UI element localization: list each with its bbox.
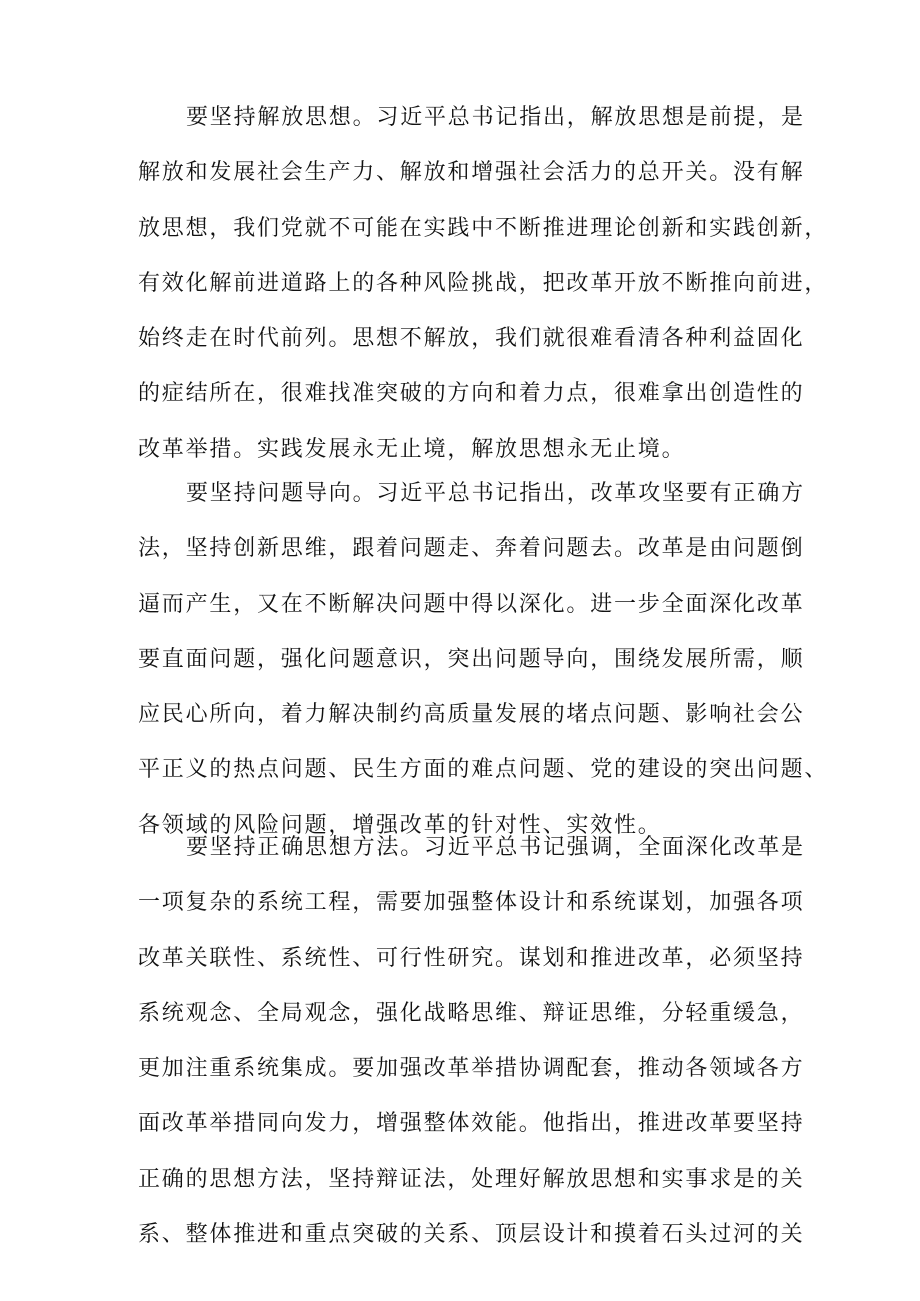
paragraph-line: 的症结所在，很难找准突破的方向和着力点，很难拿出创造性的 [138, 381, 805, 407]
paragraph-line: 系、整体推进和重点突破的关系、顶层设计和摸着石头过河的关 [138, 1222, 805, 1248]
paragraph-line: 要坚持正确思想方法。习近平总书记强调，全面深化改革是 [186, 835, 805, 860]
paragraph-line: 放思想，我们党就不可能在实践中不断推进理论创新和实践创新， [138, 215, 829, 241]
paragraph-line: 面改革举措同向发力，增强整体效能。他指出，推进改革要坚持 [138, 1111, 805, 1137]
paragraph-line: 法，坚持创新思维，跟着问题走、奔着问题去。改革是由问题倒 [138, 536, 805, 562]
paragraph-3 [138, 831, 805, 1273]
paragraph-line: 一项复杂的系统工程，需要加强整体设计和系统谋划，加强各项 [138, 890, 805, 916]
paragraph-line: 各领域的风险问题，增强改革的针对性、实效性。 [138, 812, 662, 838]
paragraph-line: 改革举措。实践发展永无止境，解放思想永无止境。 [138, 436, 686, 462]
paragraph-2 [138, 477, 829, 864]
paragraph-line: 要坚持解放思想。习近平总书记指出，解放思想是前提，是 [186, 105, 805, 130]
paragraph-line: 始终走在时代前列。思想不解放，我们就很难看清各种利益固化 [138, 326, 805, 352]
paragraph-line: 有效化解前进道路上的各种风险挑战，把改革开放不断推向前进， [138, 270, 829, 296]
paragraph-line: 更加注重系统集成。要加强改革举措协调配套，推动各领域各方 [138, 1056, 805, 1082]
paragraph-line: 系统观念、全局观念，强化战略思维、辩证思维，分轻重缓急， [138, 1000, 805, 1026]
paragraph-line: 要坚持问题导向。习近平总书记指出，改革攻坚要有正确方 [186, 481, 805, 506]
paragraph-line: 应民心所向，着力解决制约高质量发展的堵点问题、影响社会公 [138, 702, 805, 728]
paragraph-line: 逼而产生，又在不断解决问题中得以深化。进一步全面深化改革 [138, 591, 805, 617]
paragraph-line: 解放和发展社会生产力、解放和增强社会活力的总开关。没有解 [138, 160, 805, 186]
paragraph-1 [138, 101, 829, 488]
paragraph-line: 正确的思想方法，坚持辩证法，处理好解放思想和实事求是的关 [138, 1166, 805, 1192]
paragraph-line: 要直面问题，强化问题意识，突出问题导向，围绕发展所需，顺 [138, 646, 805, 672]
paragraph-line: 改革关联性、系统性、可行性研究。谋划和推进改革，必须坚持 [138, 945, 805, 971]
paragraph-line: 平正义的热点问题、民生方面的难点问题、党的建设的突出问题、 [138, 757, 829, 783]
